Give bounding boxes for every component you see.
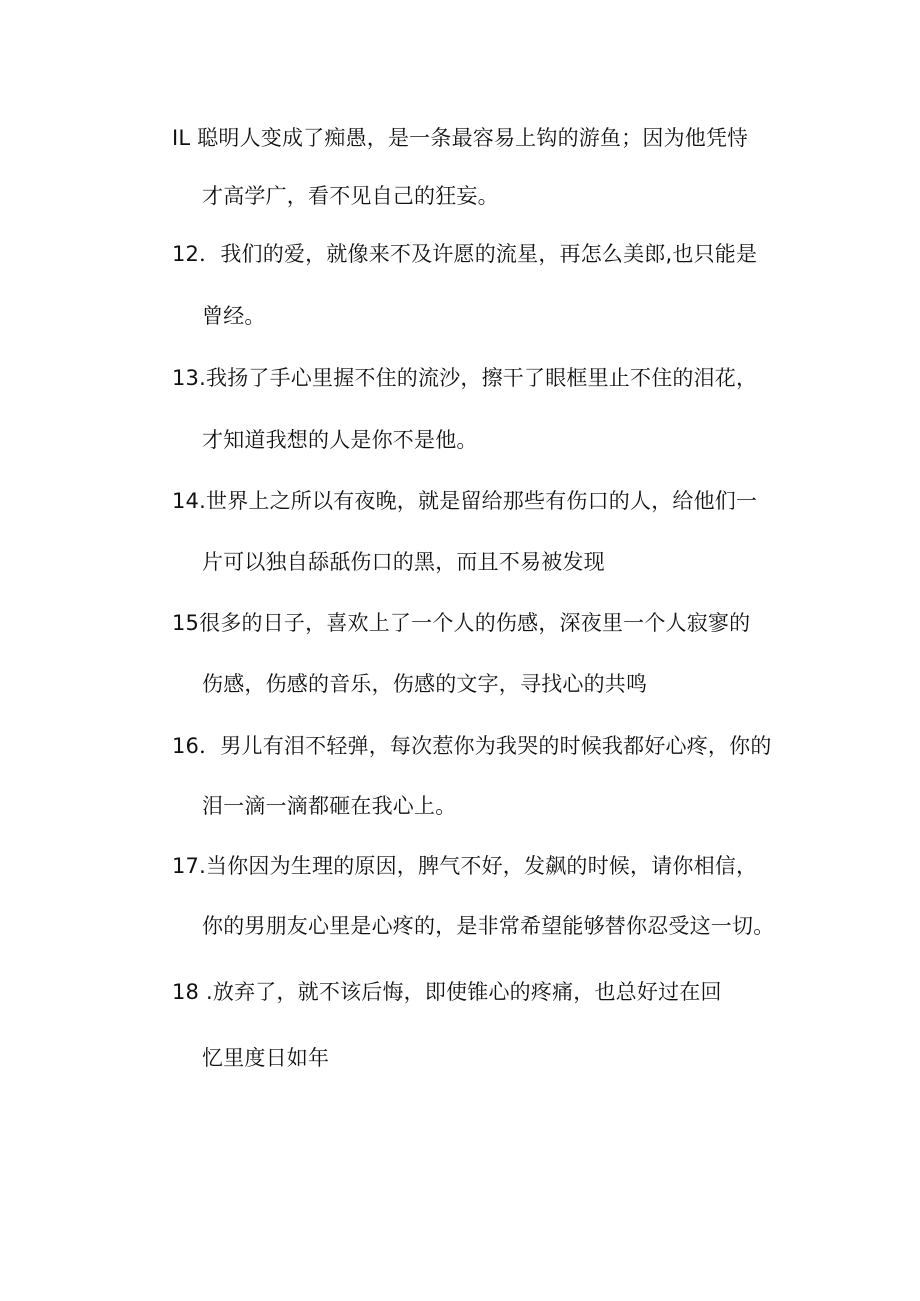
item-13-line-1: 13.我扬了手心里握不住的流沙，擦干了眼框里止不住的泪花， [172,366,758,390]
item-18-line-1: 18 .放弃了，就不该后悔，即使锥心的疼痛，也总好过在回 [172,980,722,1004]
item-15-line-1: 15很多的日子，喜欢上了一个人的伤感，深夜里一个人寂寥的 [172,611,751,635]
item-16-line-2: 泪一滴一滴都砸在我心上。 [202,794,457,818]
item-14-line-2: 片可以独自舔舐伤口的黑，而且不易被发现 [202,550,605,574]
item-11-line-2: 才高学广，看不见自己的狂妄。 [202,184,499,208]
item-13-line-2: 才知道我想的人是你不是他。 [202,428,478,452]
item-18-line-2: 忆里度日如年 [202,1046,330,1070]
item-12-line-1: 12．我们的爱，就像来不及许愿的流星，再怎么美郎,也只能是 [172,242,758,266]
item-16-line-1: 16．男儿有泪不轻弹，每次惹你为我哭的时候我都好心疼，你的 [172,734,772,758]
item-15-line-2: 伤感，伤感的音乐，伤感的文字，寻找心的共鸣 [202,672,648,696]
item-14-line-1: 14.世界上之所以有夜晚，就是留给那些有伤口的人，给他们一 [172,489,758,513]
item-17-line-1: 17.当你因为生理的原因，脾气不好，发飙的时候，请你相信， [172,854,758,878]
item-11-line-1: IL 聪明人变成了痴愚，是一条最容易上钩的游鱼；因为他凭恃 [172,126,749,150]
item-12-line-2: 曾经。 [202,304,266,328]
item-17-line-2: 你的男朋友心里是心疼的，是非常希望能够替你忍受这一切。 [202,914,775,938]
